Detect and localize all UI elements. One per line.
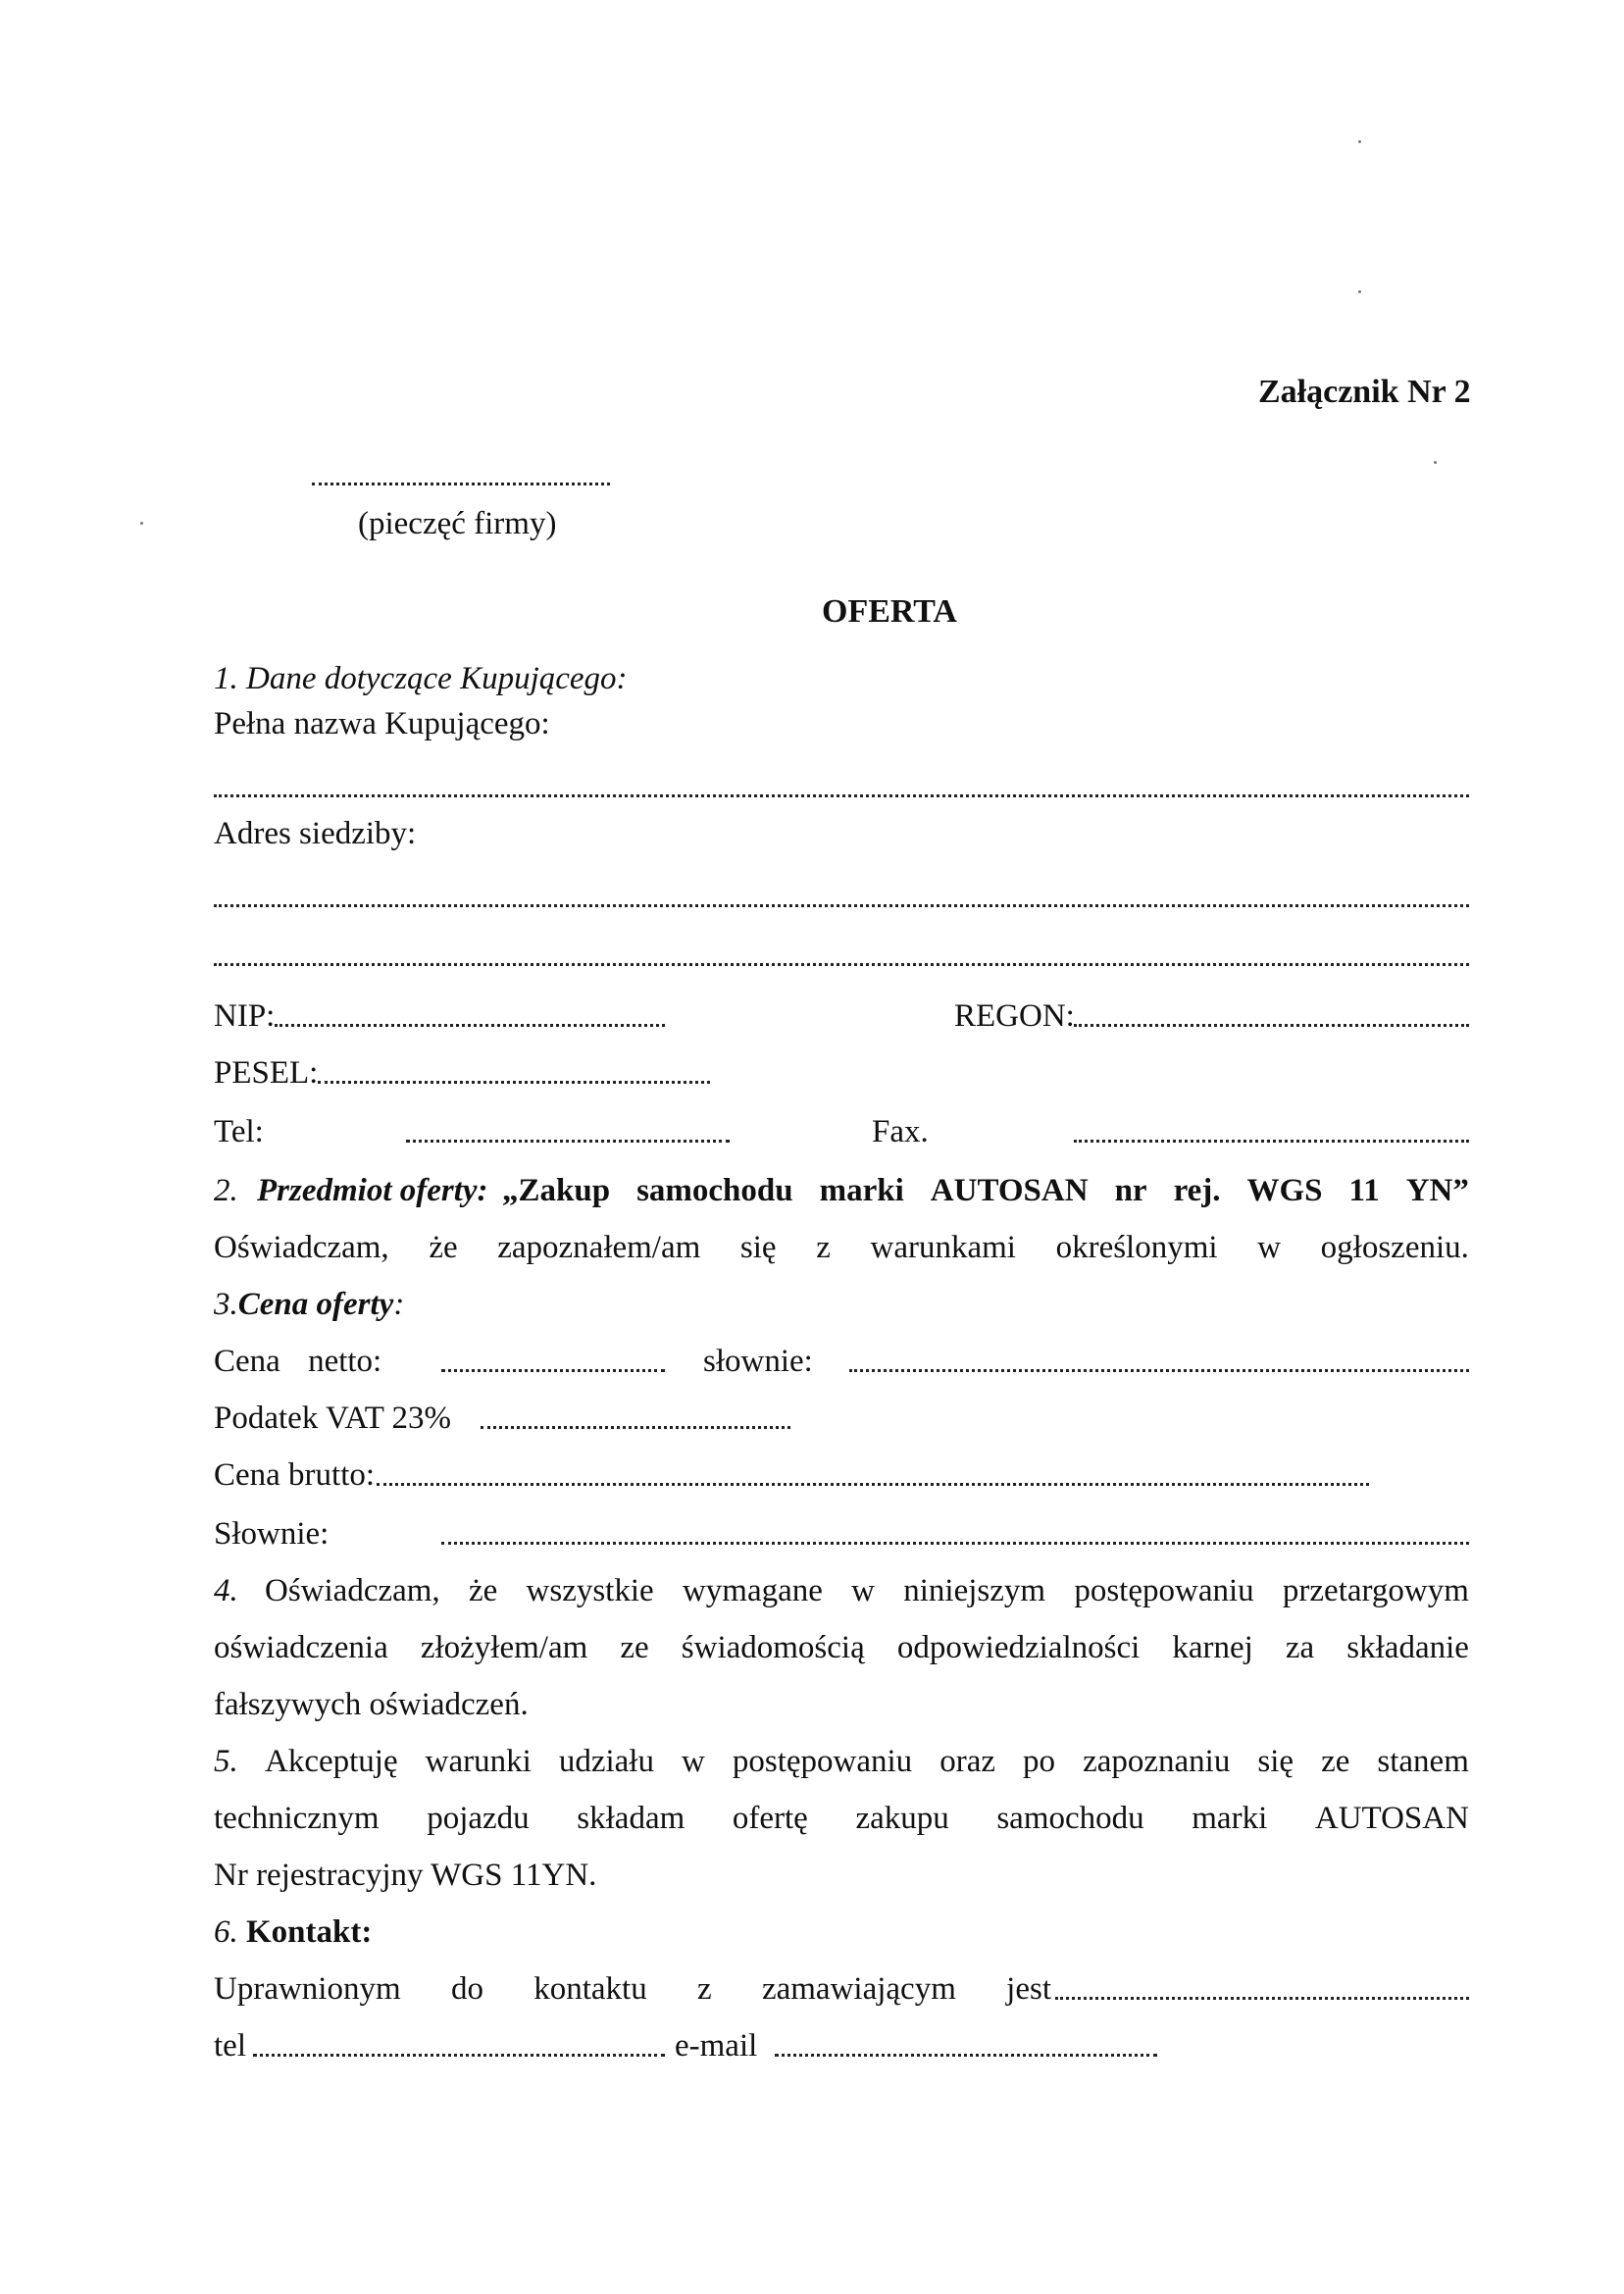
- contact-email-field[interactable]: [775, 2054, 1157, 2057]
- address-label: Adres siedziby:: [214, 816, 417, 851]
- s5-word: technicznym: [214, 1801, 380, 1836]
- s5-word: warunki: [425, 1744, 532, 1779]
- in-words-field[interactable]: [441, 1542, 1469, 1545]
- statement-word: ogłoszeniu.: [1320, 1230, 1469, 1265]
- contact-tel-label: tel: [214, 2028, 246, 2064]
- section-3-colon: :: [393, 1287, 405, 1322]
- vat-label: Podatek VAT 23%: [214, 1401, 452, 1436]
- s5-word: Akceptuję: [265, 1744, 398, 1779]
- scan-speck: [1358, 290, 1361, 293]
- s5-word: po: [1023, 1744, 1056, 1779]
- s5-word: w: [681, 1744, 705, 1779]
- statement-word: w: [1257, 1230, 1282, 1265]
- section-6-heading: [214, 1912, 372, 1952]
- subject-word: „Zakup: [502, 1173, 611, 1208]
- company-stamp-line: [312, 483, 610, 485]
- section-3-number: 3.: [214, 1287, 238, 1322]
- s5-word: AUTOSAN: [1314, 1801, 1469, 1836]
- subject-word: marki: [819, 1173, 904, 1208]
- subject-word: WGS: [1246, 1173, 1323, 1208]
- section-5-line-3: Nr rejestracyjny WGS 11YN.: [214, 1858, 597, 1893]
- net-price-word-1: Cena: [214, 1344, 280, 1379]
- section-2-number: [214, 1171, 238, 1210]
- net-price-words-field[interactable]: [849, 1369, 1469, 1372]
- subject-word: YN”: [1405, 1173, 1469, 1208]
- section-6-title: Kontakt:: [246, 1914, 373, 1950]
- contact-person-field[interactable]: [1055, 1997, 1469, 2000]
- pesel-field[interactable]: [318, 1081, 710, 1084]
- document-title: OFERTA: [822, 593, 957, 630]
- s5-word: zapoznaniu: [1083, 1744, 1231, 1779]
- s5-word: stanem: [1377, 1744, 1469, 1779]
- contact-tel-field[interactable]: [253, 2054, 665, 2057]
- s4-word: oświadczenia: [214, 1630, 388, 1665]
- scan-speck: [140, 522, 143, 525]
- contact-word: z: [697, 1971, 712, 2007]
- company-stamp-label: (pieczęć firmy): [358, 506, 557, 541]
- nip-label: NIP:: [214, 998, 276, 1034]
- scan-speck: [1434, 461, 1437, 464]
- s4-word: karnej: [1172, 1630, 1253, 1665]
- s4-word: przetargowym: [1282, 1573, 1469, 1608]
- nip-field[interactable]: [275, 1024, 665, 1027]
- subject-word: rej.: [1173, 1173, 1221, 1208]
- contact-word: Uprawnionym: [214, 1971, 401, 2007]
- s5-word: ze: [1321, 1744, 1350, 1779]
- s5-word: udziału: [558, 1744, 654, 1779]
- s4-word: niniejszym: [903, 1573, 1046, 1608]
- s5-word: pojazdu: [427, 1801, 530, 1836]
- s4-word: w: [851, 1573, 875, 1608]
- s4-word: postępowaniu: [1074, 1573, 1254, 1608]
- section-3-heading: [214, 1285, 404, 1324]
- s4-word: składanie: [1346, 1630, 1469, 1665]
- fax-field[interactable]: [1074, 1140, 1469, 1143]
- statement-word: zapoznałem/am: [497, 1230, 701, 1265]
- contact-word: zamawiającym: [761, 1971, 956, 2007]
- s4-word: za: [1285, 1630, 1315, 1665]
- acknowledgement-statement: [214, 1228, 1469, 1267]
- section-1-number: 1.: [214, 661, 238, 696]
- buyer-name-label: Pełna nazwa Kupującego:: [214, 706, 550, 741]
- scan-speck: [1358, 140, 1361, 143]
- contact-word: jest: [1006, 1971, 1051, 2007]
- s5-word: składam: [577, 1801, 685, 1836]
- statement-word: określonymi: [1055, 1230, 1218, 1265]
- s5-word: zakupu: [855, 1801, 949, 1836]
- statement-word: się: [739, 1230, 777, 1265]
- in-words-label: Słownie:: [214, 1516, 330, 1552]
- subject-word: AUTOSAN: [930, 1173, 1089, 1208]
- net-price-word-2: netto:: [308, 1344, 382, 1379]
- subject-word: nr: [1114, 1173, 1147, 1208]
- subject-word: 11: [1348, 1173, 1380, 1208]
- tel-field[interactable]: [406, 1140, 730, 1143]
- s4-word: odpowiedzialności: [896, 1630, 1141, 1665]
- offer-subject: [502, 1171, 1469, 1210]
- contact-email-label: e-mail: [675, 2028, 758, 2064]
- section-3-title: Cena oferty: [237, 1287, 394, 1322]
- contact-word: kontaktu: [533, 1971, 647, 2007]
- s5-word: się: [1257, 1744, 1294, 1779]
- section-5-number: 5.: [214, 1744, 238, 1779]
- section-2-heading: Przedmiot oferty:: [257, 1173, 488, 1208]
- net-price-label: [214, 1342, 381, 1381]
- statement-word: z: [816, 1230, 831, 1265]
- subject-word: samochodu: [636, 1173, 793, 1208]
- contact-word: do: [450, 1971, 483, 2007]
- s5-word: postępowaniu: [732, 1744, 913, 1779]
- net-price-words-label: słownie:: [703, 1344, 813, 1379]
- regon-field[interactable]: [1074, 1024, 1469, 1027]
- section-5-line-2: [214, 1799, 1469, 1838]
- s4-word: Oświadczam,: [265, 1573, 440, 1608]
- s4-word: wszystkie: [526, 1573, 654, 1608]
- regon-label: REGON:: [954, 998, 1075, 1034]
- pesel-label: PESEL:: [214, 1055, 319, 1091]
- s4-word: wymagane: [682, 1573, 823, 1608]
- s4-word: ze: [620, 1630, 649, 1665]
- net-price-field[interactable]: [441, 1369, 665, 1372]
- buyer-name-field[interactable]: [214, 794, 1469, 797]
- s5-word: marki: [1192, 1801, 1268, 1836]
- s4-word: świadomością: [681, 1630, 865, 1665]
- gross-price-label: Cena brutto:: [214, 1457, 376, 1493]
- statement-word: warunkami: [870, 1230, 1016, 1265]
- fax-label: Fax.: [872, 1114, 929, 1149]
- section-1-title: Dane dotyczące Kupującego:: [246, 661, 628, 696]
- contact-person-text: [214, 1969, 1051, 2009]
- section-6-number: 6.: [214, 1914, 238, 1950]
- section-4-line-1: [265, 1571, 1469, 1610]
- s4-word: złożyłem/am: [420, 1630, 588, 1665]
- section-2-number-text: 2.: [214, 1173, 238, 1208]
- section-4-line-3: fałszywych oświadczeń.: [214, 1687, 529, 1722]
- s4-word: że: [468, 1573, 498, 1608]
- vat-field[interactable]: [481, 1426, 790, 1429]
- s5-word: oraz: [939, 1744, 995, 1779]
- section-4-line-2: [214, 1628, 1469, 1667]
- tel-label: Tel:: [214, 1114, 264, 1149]
- address-field-line-2[interactable]: [214, 963, 1469, 966]
- section-5-line-1: [265, 1742, 1469, 1781]
- section-4-number: 4.: [214, 1573, 238, 1608]
- statement-word: Oświadczam,: [214, 1230, 389, 1265]
- attachment-number: Załącznik Nr 2: [1258, 374, 1471, 410]
- gross-price-field[interactable]: [377, 1483, 1369, 1486]
- s5-word: samochodu: [996, 1801, 1144, 1836]
- address-field-line-1[interactable]: [214, 904, 1469, 907]
- statement-word: że: [429, 1230, 458, 1265]
- section-1-heading: [214, 659, 628, 698]
- s5-word: ofertę: [732, 1801, 808, 1836]
